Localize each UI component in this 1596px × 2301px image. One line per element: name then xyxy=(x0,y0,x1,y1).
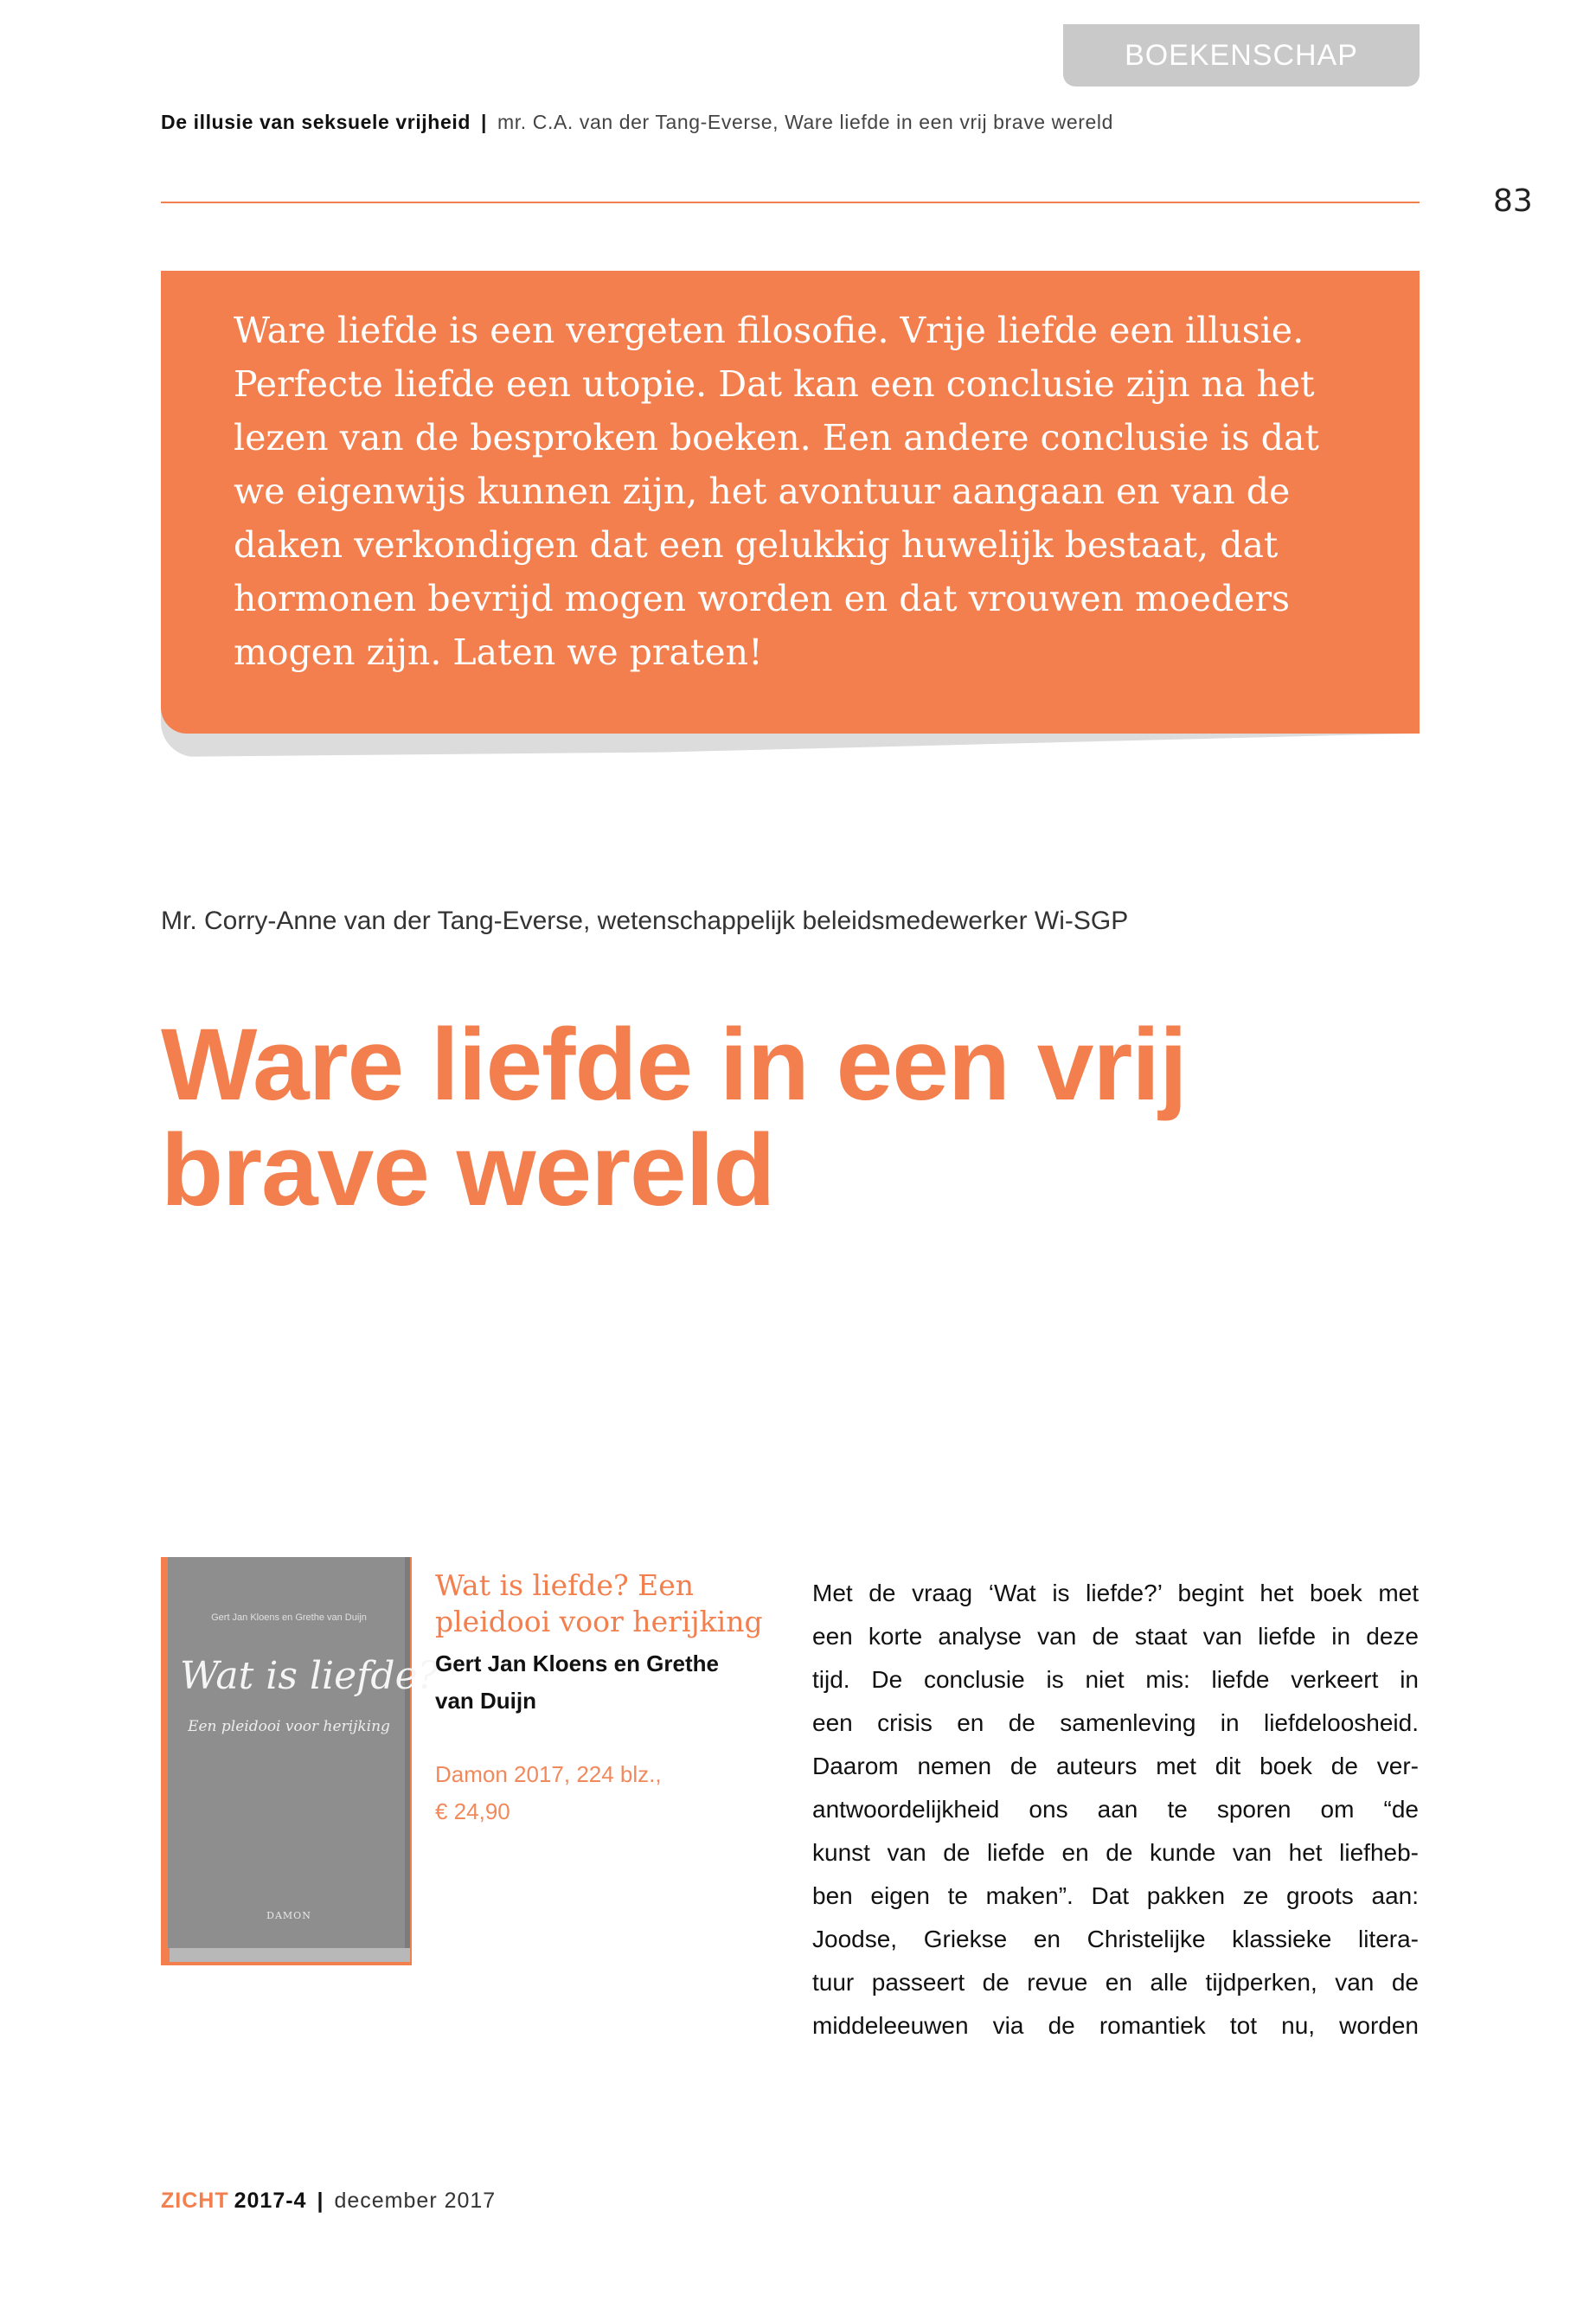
book-title xyxy=(435,1567,781,1640)
book-cover-image xyxy=(168,1557,439,1948)
body-line: een crisis en de samenleving in liefdeloosheid. xyxy=(812,1709,1419,1736)
body-line: Met de vraag ‘Wat is liefde?’ begint het boek met xyxy=(812,1580,1419,1606)
pull-quote-text xyxy=(234,304,1384,679)
cover-subtitle: Een pleidooi voor herijking xyxy=(188,1718,390,1735)
section-tab-label: BOEKENSCHAP xyxy=(1125,38,1358,72)
header-rule xyxy=(161,202,1420,203)
title-line: Ware liefde in een vrij xyxy=(161,1008,1187,1122)
body-line: een korte analyse van de staat van liefde in deze xyxy=(812,1623,1419,1650)
quote-line: Ware liefde is een vergeten filosofie. Vrije liefde een illusie. xyxy=(234,310,1304,351)
quote-line: hormonen bevrijd mogen worden en dat vrouwen moeders xyxy=(234,578,1291,619)
body-line: tuur passeert de revue en alle tijdperken, van de xyxy=(812,1969,1419,1996)
body-line: kunst van de liefde en de kunde van het liefheb- xyxy=(812,1839,1419,1866)
quote-line: Perfecte liefde een utopie. Dat kan een conclusie zijn na het xyxy=(234,363,1315,405)
book-cover-pages xyxy=(170,1948,410,1962)
issue-date: december 2017 xyxy=(334,2189,497,2213)
footer-separator: | xyxy=(317,2189,324,2213)
issue-number: 2017-4 xyxy=(234,2189,307,2213)
cover-publisher: DAMON xyxy=(266,1910,311,1921)
book-title-line: Wat is liefde? Een xyxy=(435,1568,695,1602)
pull-quote-box xyxy=(161,271,1420,734)
book-authors-line: Gert Jan Kloens en Grethe xyxy=(435,1650,719,1676)
cover-title: Wat is liefde? xyxy=(180,1654,439,1698)
page-footer xyxy=(161,2189,496,2214)
body-line: Daarom nemen de auteurs met dit boek de ver- xyxy=(812,1753,1419,1779)
quote-line: we eigenwijs kunnen zijn, het avontuur aangaan en van de xyxy=(234,471,1291,512)
book-authors xyxy=(435,1645,781,1720)
article-body xyxy=(812,1572,1419,2048)
cover-authors: Gert Jan Kloens en Grethe van Duijn xyxy=(211,1612,367,1623)
running-head-separator: | xyxy=(480,111,488,133)
quote-line: mogen zijn. Laten we praten! xyxy=(234,631,763,673)
body-line: tijd. De conclusie is niet mis: liefde verkeert in xyxy=(812,1666,1419,1693)
article-author: Mr. Corry-Anne van der Tang-Everse, wetenschappelijk beleidsmedewerker Wi-SGP xyxy=(161,907,1129,935)
book-publication xyxy=(435,1756,781,1830)
book-authors-line: van Duijn xyxy=(435,1688,537,1714)
book-publication-line: Damon 2017, 224 blz., xyxy=(435,1761,662,1787)
article-title xyxy=(161,1008,1420,1227)
page-number: 83 xyxy=(1493,183,1533,219)
magazine-name: ZICHT xyxy=(161,2189,229,2213)
quote-line: lezen van de besproken boeken. Een andere conclusie is dat xyxy=(234,417,1319,458)
body-line: antwoordelijkheid ons aan te sporen om “de xyxy=(812,1796,1419,1823)
book-price: € 24,90 xyxy=(435,1798,510,1824)
quote-line: daken verkondigen dat een gelukkig huwelijk bestaat, dat xyxy=(234,524,1279,566)
running-head xyxy=(161,111,1113,134)
body-line: ben eigen te maken”. Dat pakken ze groots aan: xyxy=(812,1882,1419,1909)
body-line: middeleeuwen via de romantiek tot nu, worden xyxy=(812,2012,1419,2039)
running-title: De illusie van seksuele vrijheid xyxy=(161,111,471,133)
book-title-line: pleidooi voor herijking xyxy=(435,1605,763,1638)
book-info xyxy=(435,1567,781,1830)
title-line: brave wereld xyxy=(161,1113,775,1227)
running-subtitle: mr. C.A. van der Tang-Everse, Ware liefde in een vrij brave wereld xyxy=(497,111,1114,133)
body-line: Joodse, Griekse en Christelijke klassieke litera- xyxy=(812,1926,1419,1952)
section-tab xyxy=(1063,24,1420,87)
